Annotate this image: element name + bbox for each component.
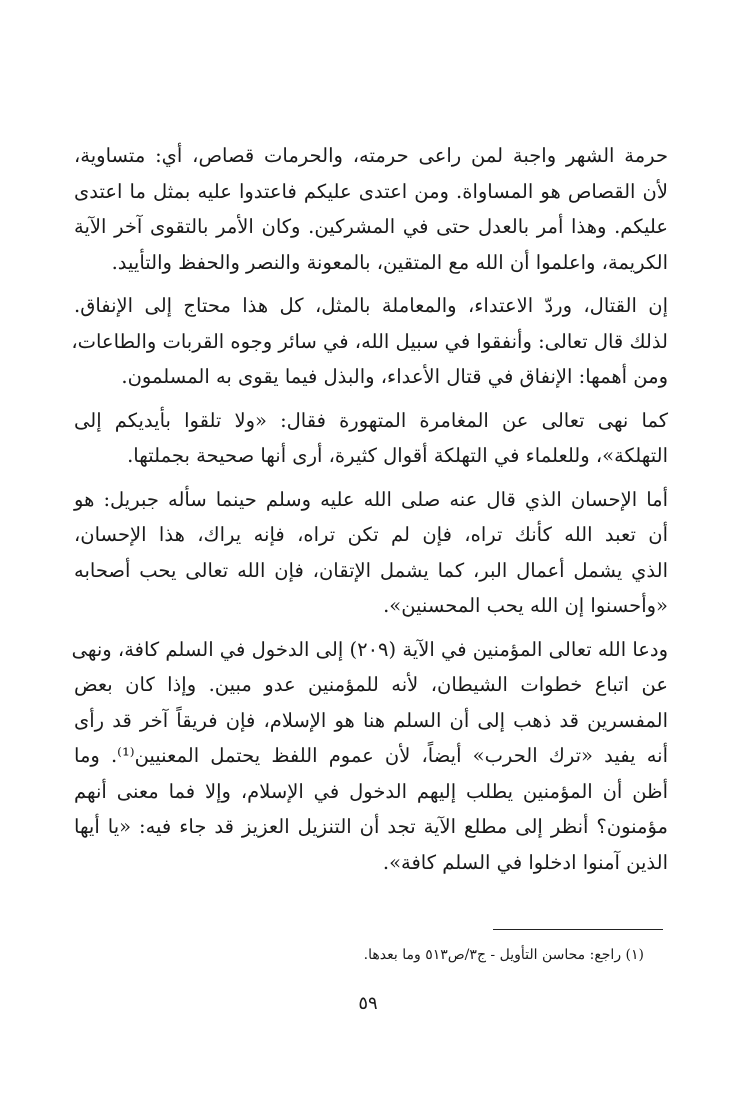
text-line: لذلك قال تعالى: وأنفقوا في سبيل الله، في سائر وجوه القربات والطاعات، [71,329,668,353]
text-line: كما نهى تعالى عن المغامرة المتهورة فقال: «ولا تلقوا بأيديكم إلى [74,408,668,432]
text-line: أن تعبد الله كأنك تراه، فإن لم تكن تراه، فإنه يراك، هذا الإحسان، [74,523,668,546]
text-line: الذي يشمل أعمال البر، كما يشمل الإتقان، فإن الله تعالى يحب أصحابه [74,558,668,582]
text-line: عن اتباع خطوات الشيطان، لأنه للمؤمنين عدو مبين. وإذا كان بعض [74,673,668,696]
text-line: ودعا الله تعالى المؤمنين في الآية (٢٠٩) إلى الدخول في السلم كافة، ونهى [71,637,668,661]
text-line: أظن أن المؤمنين يطلب إليهم الدخول في الإسلام، وإلا فما معنى أنهم [74,779,668,803]
paragraph-4 [74,482,668,624]
text-line: المفسرين قد ذهب إلى أن السلم هنا هو الإسلام، فإن فريقاً آخر قد رأى [74,708,668,732]
text-line: حرمة الشهر واجبة لمن راعى حرمته، والحرمات قصاص، أي: متساوية، [74,144,668,167]
footnote-divider [493,929,663,930]
text-line: ومن أهمها: الإنفاق في قتال الأعداء، والبذل فيما يقوى به المسلمون. [121,365,668,388]
text-line: إن القتال، وردّ الاعتداء، والمعاملة بالمثل، كل هذا محتاج إلى الإنفاق. [74,294,668,317]
text-line: أما الإحسان الذي قال عنه صلى الله عليه وسلم حينما سأله جبريل: هو [74,487,668,511]
text-line: أنه يفيد «ترك الحرب» أيضاً، لأن عموم اللفظ يحتمل المعنيين⁽¹⁾. وما [74,744,668,767]
text-line: الكريمة، واعلموا أن الله مع المتقين، بالمعونة والنصر والحفظ والتأييد. [111,250,668,274]
text-line: لأن القصاص هو المساواة. ومن اعتدى عليكم فاعتدوا عليه بمثل ما اعتدى [74,179,668,203]
text-line: مؤمنون؟ أنظر إلى مطلع الآية تجد أن التنزيل العزيز قد جاء فيه: «يا أيها [74,815,668,838]
footnote: (١) راجع: محاسن التأويل - ج٣/ص٥١٣ وما بعدها. [363,947,644,963]
text-line: «وأحسنوا إن الله يحب المحسنين». [383,594,668,617]
paragraph-1 [74,138,668,280]
paragraph-2 [71,288,668,395]
page-number: ٥٩ [358,993,378,1014]
paragraph-5 [71,632,668,881]
text-line: الذين آمنوا ادخلوا في السلم كافة». [382,850,668,874]
text-line: عليكم. وهذا أمر بالعدل حتى في المشركين. وكان الأمر بالتقوى آخر الآية [74,215,668,238]
text-line: التهلكة»، وللعلماء في التهلكة أقوال كثيرة، أرى أنها صحيحة بجملتها. [127,444,668,467]
paragraph-3 [74,403,668,474]
main-text [71,138,668,888]
